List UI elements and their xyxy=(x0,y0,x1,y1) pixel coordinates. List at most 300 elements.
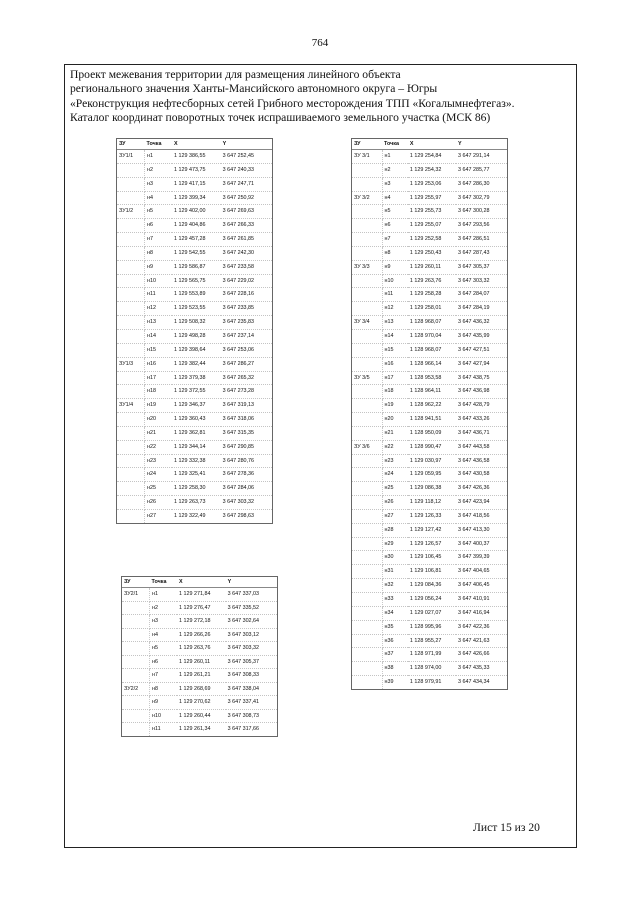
cell-y: 3 647 436,71 xyxy=(456,426,507,440)
cell-x: 1 129 523,55 xyxy=(172,302,221,316)
cell-point: н24 xyxy=(382,468,408,482)
table-row xyxy=(117,440,272,454)
cell-point: н26 xyxy=(382,496,408,510)
cell-point: н38 xyxy=(382,662,408,676)
table-row xyxy=(117,219,272,233)
table-row xyxy=(352,537,507,551)
cell-zu xyxy=(117,260,145,274)
cell-x: 1 129 260,11 xyxy=(177,655,226,669)
cell-y: 3 647 284,06 xyxy=(221,482,272,496)
table-row xyxy=(117,274,272,288)
table-row xyxy=(352,482,507,496)
table-row xyxy=(352,357,507,371)
cell-zu: ЗУ 3/3 xyxy=(352,260,382,274)
cell-zu xyxy=(122,615,150,629)
cell-x: 1 129 271,84 xyxy=(177,588,226,602)
cell-y: 3 647 308,73 xyxy=(226,709,277,723)
cell-zu xyxy=(352,620,382,634)
cell-zu xyxy=(352,496,382,510)
cell-y: 3 647 436,58 xyxy=(456,454,507,468)
cell-y: 3 647 240,33 xyxy=(221,163,272,177)
cell-zu xyxy=(352,593,382,607)
cell-point: н22 xyxy=(145,440,173,454)
cell-x: 1 128 968,07 xyxy=(408,343,456,357)
cell-point: н24 xyxy=(145,468,173,482)
table-row xyxy=(117,482,272,496)
cell-y: 3 647 305,37 xyxy=(226,655,277,669)
cell-point: н20 xyxy=(145,413,173,427)
table-row xyxy=(352,496,507,510)
table-row xyxy=(122,709,277,723)
table-row xyxy=(122,642,277,656)
cell-zu xyxy=(352,676,382,689)
table-row xyxy=(352,163,507,177)
table-row xyxy=(117,302,272,316)
cell-zu xyxy=(117,329,145,343)
cell-y: 3 647 423,94 xyxy=(456,496,507,510)
cell-point: н16 xyxy=(382,357,408,371)
cell-zu xyxy=(117,288,145,302)
coordinates-table-zu2 xyxy=(121,576,278,737)
cell-y: 3 647 413,30 xyxy=(456,523,507,537)
cell-zu: ЗУ 3/4 xyxy=(352,316,382,330)
cell-point: н10 xyxy=(145,274,173,288)
table-row xyxy=(352,620,507,634)
cell-zu xyxy=(117,371,145,385)
column-header-x: X xyxy=(172,139,221,150)
table-row xyxy=(117,316,272,330)
cell-point: н13 xyxy=(145,316,173,330)
table-row xyxy=(117,413,272,427)
cell-x: 1 129 360,43 xyxy=(172,413,221,427)
cell-zu xyxy=(352,662,382,676)
cell-point: н11 xyxy=(382,288,408,302)
cell-point: н3 xyxy=(382,177,408,191)
cell-y: 3 647 308,33 xyxy=(226,669,277,683)
table-row xyxy=(117,496,272,510)
cell-x: 1 129 379,38 xyxy=(172,371,221,385)
cell-point: н9 xyxy=(150,696,178,710)
cell-x: 1 128 953,58 xyxy=(408,371,456,385)
cell-zu: ЗУ2/1 xyxy=(122,588,150,602)
table-row xyxy=(117,191,272,205)
cell-x: 1 129 398,64 xyxy=(172,343,221,357)
cell-y: 3 647 433,26 xyxy=(456,413,507,427)
cell-x: 1 129 030,97 xyxy=(408,454,456,468)
cell-zu: ЗУ1/1 xyxy=(117,150,145,164)
cell-y: 3 647 435,99 xyxy=(456,329,507,343)
table-row xyxy=(352,440,507,454)
cell-y: 3 647 400,37 xyxy=(456,537,507,551)
cell-point: н27 xyxy=(382,509,408,523)
cell-x: 1 129 399,34 xyxy=(172,191,221,205)
cell-y: 3 647 436,98 xyxy=(456,385,507,399)
column-header-point: Точка xyxy=(145,139,173,150)
cell-x: 1 129 261,34 xyxy=(179,726,211,733)
cell-zu: ЗУ1/4 xyxy=(117,399,145,413)
cell-y: 3 647 337,03 xyxy=(226,588,277,602)
cell-y: 3 647 280,76 xyxy=(221,454,272,468)
cell-y: 3 647 291,14 xyxy=(456,150,507,164)
cell-zu xyxy=(117,219,145,233)
table-row xyxy=(352,205,507,219)
cell-x: 1 129 322,49 xyxy=(174,512,206,519)
cell-point: н28 xyxy=(382,523,408,537)
cell-point: н19 xyxy=(382,399,408,413)
column-header-x: X xyxy=(408,139,456,150)
cell-zu xyxy=(352,579,382,593)
cell-point: н39 xyxy=(384,679,394,686)
cell-y: 3 647 237,14 xyxy=(221,329,272,343)
cell-point: н34 xyxy=(382,606,408,620)
cell-y: 3 647 242,30 xyxy=(221,246,272,260)
cell-y: 3 647 436,32 xyxy=(456,316,507,330)
column-header-y: Y xyxy=(221,139,272,150)
cell-zu xyxy=(117,440,145,454)
cell-point: н2 xyxy=(150,601,178,615)
document-heading xyxy=(70,68,575,126)
column-header-y: Y xyxy=(226,577,277,588)
cell-point: н7 xyxy=(150,669,178,683)
cell-point: н20 xyxy=(382,413,408,427)
cell-x: 1 129 473,75 xyxy=(172,163,221,177)
column-header-zu: ЗУ xyxy=(352,139,382,150)
cell-zu xyxy=(352,302,382,316)
cell-x: 1 129 344,14 xyxy=(172,440,221,454)
cell-zu xyxy=(117,302,145,316)
cell-zu: ЗУ2/2 xyxy=(122,682,150,696)
cell-x: 1 129 084,36 xyxy=(408,579,456,593)
table-row xyxy=(352,399,507,413)
cell-zu xyxy=(352,634,382,648)
table-row xyxy=(117,454,272,468)
cell-point: н33 xyxy=(382,593,408,607)
cell-point: н12 xyxy=(145,302,173,316)
cell-y: 3 647 427,51 xyxy=(456,343,507,357)
cell-x: 1 129 346,37 xyxy=(172,399,221,413)
table-row xyxy=(122,615,277,629)
cell-y: 3 647 247,71 xyxy=(221,177,272,191)
cell-point: н4 xyxy=(145,191,173,205)
table-row xyxy=(122,682,277,696)
column-header-y: Y xyxy=(456,139,507,150)
cell-zu xyxy=(352,413,382,427)
cell-x: 1 129 268,69 xyxy=(177,682,226,696)
cell-x: 1 129 258,01 xyxy=(408,302,456,316)
cell-x: 1 128 979,91 xyxy=(409,679,442,686)
cell-zu xyxy=(117,454,145,468)
cell-zu xyxy=(117,343,145,357)
cell-zu xyxy=(122,696,150,710)
cell-point: н8 xyxy=(145,246,173,260)
table-row xyxy=(352,246,507,260)
cell-zu xyxy=(117,316,145,330)
cell-point: н18 xyxy=(145,385,173,399)
column-header-point: Точка xyxy=(382,139,408,150)
table-header xyxy=(117,139,272,150)
cell-point: н6 xyxy=(150,655,178,669)
cell-x: 1 129 553,89 xyxy=(172,288,221,302)
table-row xyxy=(352,233,507,247)
cell-zu xyxy=(117,274,145,288)
cell-zu xyxy=(352,482,382,496)
table-row xyxy=(117,246,272,260)
cell-x: 1 128 941,51 xyxy=(408,413,456,427)
column-header-zu: ЗУ xyxy=(122,577,150,588)
cell-x: 1 129 258,30 xyxy=(172,482,221,496)
cell-x: 1 129 250,43 xyxy=(408,246,456,260)
cell-x: 1 128 971,99 xyxy=(408,648,456,662)
cell-x: 1 129 059,95 xyxy=(408,468,456,482)
table-row xyxy=(352,509,507,523)
table-header xyxy=(352,139,507,150)
table-row xyxy=(352,413,507,427)
cell-y: 3 647 406,45 xyxy=(456,579,507,593)
cell-y: 3 647 303,12 xyxy=(226,628,277,642)
cell-y: 3 647 426,66 xyxy=(456,648,507,662)
cell-zu xyxy=(352,288,382,302)
cell-zu xyxy=(352,537,382,551)
cell-zu xyxy=(352,523,382,537)
cell-zu xyxy=(117,163,145,177)
table-row xyxy=(117,177,272,191)
cell-x: 1 129 106,81 xyxy=(408,565,456,579)
cell-zu: ЗУ1/2 xyxy=(117,205,145,219)
cell-point: н8 xyxy=(150,682,178,696)
table-row xyxy=(352,676,507,689)
cell-zu xyxy=(122,723,150,736)
cell-y: 3 647 443,58 xyxy=(456,440,507,454)
cell-point: н5 xyxy=(150,642,178,656)
table-row xyxy=(117,260,272,274)
cell-point: н37 xyxy=(382,648,408,662)
cell-y: 3 647 290,85 xyxy=(221,440,272,454)
table-row xyxy=(352,565,507,579)
table-row xyxy=(117,205,272,219)
cell-point: н1 xyxy=(145,150,173,164)
table-row xyxy=(352,606,507,620)
cell-x: 1 129 272,18 xyxy=(177,615,226,629)
cell-point: н6 xyxy=(145,219,173,233)
cell-point: н17 xyxy=(382,371,408,385)
cell-point: н10 xyxy=(382,274,408,288)
cell-zu xyxy=(122,601,150,615)
coordinates-table-zu3 xyxy=(351,138,508,690)
cell-x: 1 128 950,09 xyxy=(408,426,456,440)
cell-zu xyxy=(352,274,382,288)
cell-y: 3 647 253,06 xyxy=(221,343,272,357)
cell-zu xyxy=(352,343,382,357)
cell-x: 1 128 955,27 xyxy=(408,634,456,648)
cell-zu: ЗУ 3/2 xyxy=(352,191,382,205)
cell-zu xyxy=(117,191,145,205)
table-row xyxy=(117,509,272,522)
cell-zu xyxy=(117,177,145,191)
cell-zu xyxy=(122,669,150,683)
cell-x: 1 129 255,73 xyxy=(408,205,456,219)
cell-x: 1 128 964,11 xyxy=(408,385,456,399)
cell-point: н1 xyxy=(382,150,408,164)
cell-x: 1 129 260,11 xyxy=(408,260,456,274)
cell-zu xyxy=(352,565,382,579)
cell-y: 3 647 318,06 xyxy=(221,413,272,427)
table-row xyxy=(117,329,272,343)
cell-y: 3 647 229,02 xyxy=(221,274,272,288)
cell-y: 3 647 337,41 xyxy=(226,696,277,710)
cell-zu xyxy=(352,385,382,399)
cell-y: 3 647 435,33 xyxy=(456,662,507,676)
cell-point: н4 xyxy=(150,628,178,642)
cell-x: 1 128 962,22 xyxy=(408,399,456,413)
cell-y: 3 647 269,63 xyxy=(221,205,272,219)
cell-zu xyxy=(122,709,150,723)
table-header xyxy=(122,577,277,588)
table-row xyxy=(352,593,507,607)
cell-x: 1 129 565,75 xyxy=(172,274,221,288)
cell-x: 1 129 263,76 xyxy=(177,642,226,656)
cell-y: 3 647 434,34 xyxy=(458,679,490,686)
cell-x: 1 129 086,38 xyxy=(408,482,456,496)
cell-zu xyxy=(352,399,382,413)
cell-zu xyxy=(117,468,145,482)
cell-y: 3 647 428,79 xyxy=(456,399,507,413)
cell-point: н3 xyxy=(145,177,173,191)
cell-y: 3 647 302,64 xyxy=(226,615,277,629)
cell-x: 1 129 261,21 xyxy=(177,669,226,683)
table-row xyxy=(117,343,272,357)
column-header-point: Точка xyxy=(150,577,178,588)
cell-y: 3 647 228,16 xyxy=(221,288,272,302)
cell-x: 1 128 968,07 xyxy=(408,316,456,330)
table-row xyxy=(122,655,277,669)
cell-x: 1 129 404,86 xyxy=(172,219,221,233)
cell-y: 3 647 426,36 xyxy=(456,482,507,496)
cell-y: 3 647 317,66 xyxy=(227,726,260,733)
cell-point: н27 xyxy=(147,512,156,519)
table-row xyxy=(352,343,507,357)
cell-y: 3 647 285,77 xyxy=(456,163,507,177)
table-row xyxy=(122,696,277,710)
cell-y: 3 647 303,32 xyxy=(226,642,277,656)
cell-point: н1 xyxy=(150,588,178,602)
cell-point: н5 xyxy=(145,205,173,219)
cell-y: 3 647 287,43 xyxy=(456,246,507,260)
cell-x: 1 129 417,15 xyxy=(172,177,221,191)
cell-point: н7 xyxy=(145,233,173,247)
cell-y: 3 647 399,39 xyxy=(456,551,507,565)
cell-y: 3 647 416,94 xyxy=(456,606,507,620)
cell-x: 1 129 255,97 xyxy=(408,191,456,205)
cell-y: 3 647 286,27 xyxy=(221,357,272,371)
cell-point: н2 xyxy=(145,163,173,177)
table-row xyxy=(352,219,507,233)
table-row xyxy=(117,150,272,164)
page-number: 764 xyxy=(311,37,329,49)
cell-y: 3 647 303,32 xyxy=(456,274,507,288)
table-row xyxy=(352,648,507,662)
table-row xyxy=(352,523,507,537)
cell-point: н16 xyxy=(145,357,173,371)
cell-zu xyxy=(122,655,150,669)
table-row xyxy=(352,288,507,302)
cell-point: н22 xyxy=(382,440,408,454)
cell-point: н31 xyxy=(382,565,408,579)
table-row xyxy=(352,426,507,440)
cell-y: 3 647 286,30 xyxy=(456,177,507,191)
cell-point: н5 xyxy=(382,205,408,219)
column-header-x: X xyxy=(177,577,226,588)
cell-y: 3 647 293,56 xyxy=(456,219,507,233)
table-row xyxy=(352,385,507,399)
table-row xyxy=(117,288,272,302)
coordinates-table-zu1 xyxy=(116,138,273,524)
cell-point: н23 xyxy=(145,454,173,468)
cell-point: н10 xyxy=(150,709,178,723)
cell-point: н15 xyxy=(145,343,173,357)
cell-x: 1 128 974,00 xyxy=(408,662,456,676)
cell-x: 1 128 966,14 xyxy=(408,357,456,371)
cell-x: 1 129 276,47 xyxy=(177,601,226,615)
table-row xyxy=(117,357,272,371)
heading-line-2: регионального значения Ханты-Мансийского автономного округа – Югры xyxy=(70,82,438,96)
cell-x: 1 129 263,73 xyxy=(172,496,221,510)
cell-y: 3 647 278,36 xyxy=(221,468,272,482)
table-row xyxy=(352,551,507,565)
cell-zu: ЗУ 3/1 xyxy=(352,150,382,164)
cell-y: 3 647 430,58 xyxy=(456,468,507,482)
cell-point: н21 xyxy=(382,426,408,440)
cell-x: 1 129 252,58 xyxy=(408,233,456,247)
cell-x: 1 129 508,32 xyxy=(172,316,221,330)
cell-zu xyxy=(117,233,145,247)
table-row xyxy=(352,302,507,316)
cell-x: 1 129 266,26 xyxy=(177,628,226,642)
cell-y: 3 647 273,28 xyxy=(221,385,272,399)
heading-line-3: «Реконструкция нефтесборных сетей Грибного месторождения ТПП «Когалымнефтегаз». xyxy=(70,96,515,110)
table-row xyxy=(117,426,272,440)
cell-point: н15 xyxy=(382,343,408,357)
cell-zu xyxy=(122,642,150,656)
cell-point: н3 xyxy=(150,615,178,629)
cell-point: н25 xyxy=(145,482,173,496)
cell-y: 3 647 261,85 xyxy=(221,233,272,247)
cell-y: 3 647 305,37 xyxy=(456,260,507,274)
cell-y: 3 647 418,56 xyxy=(456,509,507,523)
cell-y: 3 647 286,51 xyxy=(456,233,507,247)
cell-x: 1 129 260,44 xyxy=(177,709,226,723)
cell-y: 3 647 335,52 xyxy=(226,601,277,615)
cell-zu xyxy=(117,482,145,496)
cell-zu xyxy=(352,233,382,247)
cell-x: 1 129 127,42 xyxy=(408,523,456,537)
cell-zu xyxy=(352,454,382,468)
cell-x: 1 129 126,33 xyxy=(408,509,456,523)
cell-zu xyxy=(352,551,382,565)
table-row xyxy=(122,669,277,683)
cell-zu xyxy=(117,385,145,399)
cell-x: 1 129 542,55 xyxy=(172,246,221,260)
table-row xyxy=(117,371,272,385)
cell-y: 3 647 284,19 xyxy=(456,302,507,316)
cell-zu xyxy=(352,357,382,371)
cell-zu xyxy=(352,219,382,233)
cell-point: н25 xyxy=(382,482,408,496)
table-row xyxy=(352,316,507,330)
cell-x: 1 129 126,57 xyxy=(408,537,456,551)
cell-y: 3 647 427,94 xyxy=(456,357,507,371)
cell-x: 1 129 332,38 xyxy=(172,454,221,468)
cell-x: 1 129 254,32 xyxy=(408,163,456,177)
